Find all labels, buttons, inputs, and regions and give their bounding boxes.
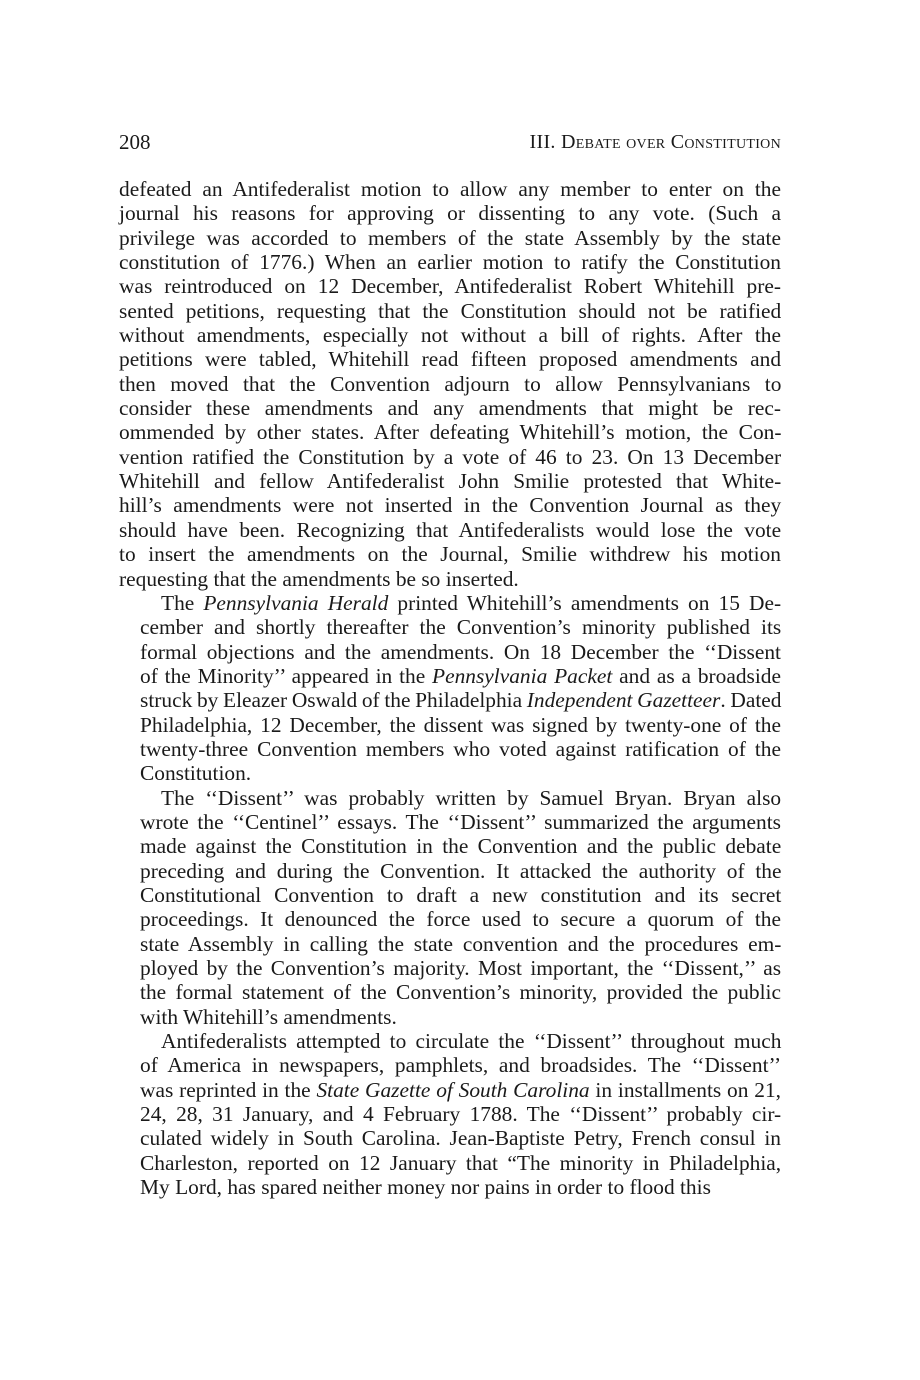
text-run: petitions were tabled, Whitehill read fifteen proposed amendments and xyxy=(119,347,782,372)
text-run: of America in newspapers, pamphlets, and broadsides. The ‘‘Dissent’’ xyxy=(140,1053,782,1078)
text-run: sented petitions, requesting that the Constitution should not be ratified xyxy=(119,298,782,323)
text-line xyxy=(119,250,781,274)
text-run: Philadelphia, 12 December, the dissent was signed by twenty-one of the xyxy=(140,712,781,737)
text-line xyxy=(119,907,781,931)
text-line xyxy=(119,980,781,1004)
text-line xyxy=(119,372,781,396)
text-run: culated widely in South Carolina. Jean-Baptiste Petry, French consul in xyxy=(140,1126,781,1151)
text-line xyxy=(119,1175,781,1199)
paragraph xyxy=(119,786,781,1029)
text-run: vention ratified the Constitution by a vote of 46 to 23. On 13 December xyxy=(119,444,782,469)
text-line xyxy=(119,177,781,201)
text-run: the formal statement of the Convention’s minority, provided the public xyxy=(140,980,781,1005)
text-line xyxy=(119,493,781,517)
text-run: then moved that the Convention adjourn to allow Pennsylvanians to xyxy=(119,371,782,396)
text-run: Whitehill and fellow Antifederalist John Smilie protested that White- xyxy=(119,469,782,494)
text-run: twenty-three Convention members who voted against ratification of the xyxy=(140,736,781,761)
text-run: was reintroduced on 12 December, Antifederalist Robert Whitehill pre- xyxy=(119,274,781,299)
text-run: Charleston, reported on 12 January that “The minority in Philadelphia, xyxy=(140,1150,782,1175)
text-line xyxy=(119,688,781,712)
text-line xyxy=(119,323,781,347)
text-run: requesting that the amendments be so inserted. xyxy=(119,566,519,591)
text-run: wrote the ‘‘Centinel’’ essays. The ‘‘Dissent’’ summarized the arguments xyxy=(140,809,781,834)
text-run: The ‘‘Dissent’’ was probably written by Samuel Bryan. Bryan also xyxy=(161,785,782,810)
text-line xyxy=(119,469,781,493)
text-run: journal his reasons for approving or dissenting to any vote. (Such a xyxy=(119,201,781,226)
text-run: proceedings. It denounced the force used to secure a quorum of the xyxy=(140,907,781,932)
text-line xyxy=(119,810,781,834)
text-run: consider these amendments and any amendments that might be rec- xyxy=(119,396,781,421)
text-line xyxy=(119,737,781,761)
text-line xyxy=(119,761,781,785)
text-line xyxy=(119,274,781,298)
body-text xyxy=(119,177,781,1199)
text-line xyxy=(119,956,781,980)
italic-title: Independent Gazetteer xyxy=(526,688,721,713)
text-line xyxy=(119,713,781,737)
text-run: with Whitehill’s amendments. xyxy=(140,1004,397,1029)
text-run: constitution of 1776.) When an earlier motion to ratify the Constitution xyxy=(119,250,781,275)
text-run: ommended by other states. After defeating Whitehill’s motion, the Con- xyxy=(119,420,782,445)
italic-title: Pennsylvania Herald xyxy=(203,590,389,615)
text-run: printed Whitehill’s amendments on 15 De- xyxy=(388,590,782,615)
text-line xyxy=(119,883,781,907)
text-line xyxy=(119,542,781,566)
text-line xyxy=(119,445,781,469)
running-head: III. Debate over Constitution xyxy=(529,131,781,153)
text-run: should have been. Recognizing that Antifederalists would lose the vote xyxy=(119,517,782,542)
text-run: state Assembly in calling the state convention and the procedures em- xyxy=(140,931,782,956)
text-run: The xyxy=(161,590,204,615)
text-run: My Lord, has spared neither money nor pains in order to flood this xyxy=(140,1175,711,1200)
text-line xyxy=(119,1151,781,1175)
text-run: was reprinted in the xyxy=(140,1077,317,1102)
paragraph xyxy=(119,177,781,591)
text-line xyxy=(119,396,781,420)
text-line xyxy=(119,299,781,323)
text-run: defeated an Antifederalist motion to allow any member to enter on the xyxy=(119,177,781,201)
text-line xyxy=(119,1053,781,1077)
text-line xyxy=(119,201,781,225)
text-line xyxy=(119,567,781,591)
text-line xyxy=(119,518,781,542)
text-line xyxy=(119,420,781,444)
italic-title: Pennsylvania Packet xyxy=(432,663,613,688)
text-line xyxy=(119,1029,781,1053)
text-run: without amendments, especially not without a bill of rights. After the xyxy=(119,323,781,348)
text-run: in installments on 21, xyxy=(589,1077,781,1102)
text-run: of the Minority’’ appeared in the xyxy=(140,663,433,688)
text-run: formal objections and the amendments. On 18 December the ‘‘Dissent xyxy=(140,639,781,664)
text-run: cember and shortly thereafter the Convention’s minority published its xyxy=(140,615,782,640)
text-line xyxy=(119,615,781,639)
text-line xyxy=(119,347,781,371)
text-run: hill’s amendments were not inserted in the Convention Journal as they xyxy=(119,493,782,518)
text-run: 24, 28, 31 January, and 4 February 1788. The ‘‘Dissent’’ probably cir- xyxy=(140,1102,782,1127)
text-run: preceding and during the Convention. It attacked the authority of the xyxy=(140,858,782,883)
paragraph xyxy=(119,591,781,786)
text-run: . Dated xyxy=(720,688,782,713)
text-run: Constitutional Convention to draft a new constitution and its secret xyxy=(140,882,782,907)
text-run: made against the Constitution in the Convention and the public debate xyxy=(140,834,782,859)
text-run: privilege was accorded to members of the state Assembly by the state xyxy=(119,225,781,250)
text-line xyxy=(119,226,781,250)
text-run: ployed by the Convention’s majority. Most important, the ‘‘Dissent,’’ as xyxy=(140,956,782,980)
page-number: 208 xyxy=(119,130,151,154)
text-line xyxy=(119,1078,781,1102)
text-line xyxy=(119,834,781,858)
text-run: and as a broadside xyxy=(612,663,781,688)
text-line xyxy=(119,591,781,615)
text-line xyxy=(119,1102,781,1126)
text-run: Constitution. xyxy=(140,761,252,786)
text-line xyxy=(119,664,781,688)
text-line xyxy=(119,1126,781,1150)
text-run: struck by Eleazer Oswald of the Philadelphia xyxy=(140,688,527,713)
text-line xyxy=(119,640,781,664)
text-run: Antifederalists attempted to circulate the ‘‘Dissent’’ throughout much xyxy=(161,1029,782,1054)
text-line xyxy=(119,1005,781,1029)
text-line xyxy=(119,859,781,883)
text-line xyxy=(119,786,781,810)
text-run: to insert the amendments on the Journal, Smilie withdrew his motion xyxy=(119,542,781,567)
paragraph xyxy=(119,1029,781,1199)
text-line xyxy=(119,932,781,956)
italic-title: State Gazette of South Carolina xyxy=(316,1077,590,1102)
